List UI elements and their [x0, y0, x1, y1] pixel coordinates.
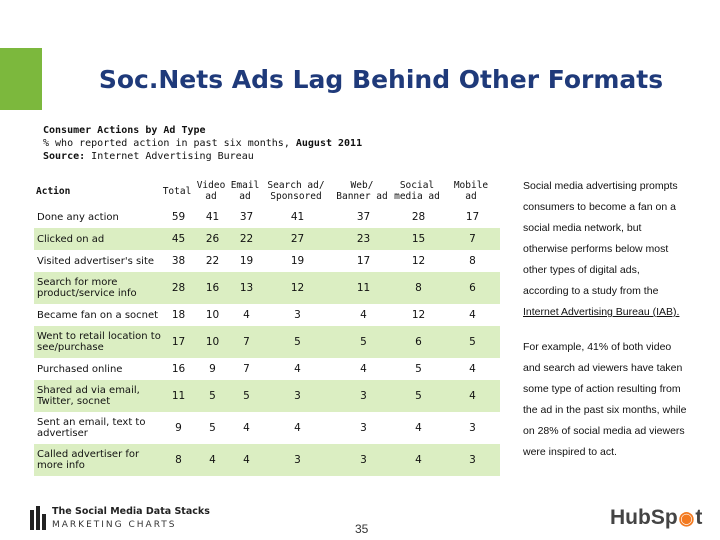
commentary-panel: [523, 176, 713, 463]
chart-subtitle: [43, 124, 362, 163]
cell-value: 4: [392, 444, 442, 476]
cell-value: 7: [442, 228, 500, 250]
subtitle-date: August 2011: [295, 138, 363, 149]
cell-value: 37: [239, 211, 254, 223]
cell-value: 3: [360, 422, 367, 434]
cell-value: 3: [260, 380, 332, 412]
row-label: Went to retail location to see/purchase: [34, 326, 162, 358]
sprocket-icon: ◉: [678, 507, 695, 528]
header-mobile: Mobile ad: [453, 180, 489, 202]
cell-value: 28: [162, 272, 192, 304]
bar-chart-icon: [30, 506, 46, 530]
cell-value: 5: [230, 380, 260, 412]
cell-value: 8: [392, 272, 442, 304]
cell-value: 11: [332, 272, 392, 304]
cell-value: 37: [356, 211, 371, 223]
commentary-line: according to a study from the: [523, 285, 659, 297]
table-row: [34, 206, 500, 228]
cell-value: 4: [294, 422, 301, 434]
cell-value: 28: [411, 211, 426, 223]
table-row: [34, 444, 500, 476]
cell-value: 4: [243, 422, 250, 434]
table-row: [34, 304, 500, 326]
cell-value: 5: [442, 326, 500, 358]
table-row: [34, 250, 500, 272]
table-row: [34, 272, 500, 304]
cell-value: 12: [411, 255, 426, 267]
cell-value: 41: [205, 211, 220, 223]
commentary-line: the ad in the past six months, while: [523, 404, 687, 416]
cell-value: 3: [469, 422, 476, 434]
cell-value: 8: [162, 444, 192, 476]
cell-value: 26: [192, 228, 230, 250]
header-search: Search ad/ Sponsored: [267, 180, 325, 202]
cell-value: 16: [171, 363, 186, 375]
cell-value: 27: [260, 228, 332, 250]
cell-value: 45: [162, 228, 192, 250]
commentary-line: Social media advertising prompts: [523, 180, 678, 192]
row-label: Became fan on a socnet: [37, 309, 159, 321]
header-video: Video ad: [196, 180, 226, 202]
cell-value: 4: [360, 309, 367, 321]
cell-value: 4: [469, 363, 476, 375]
cell-value: 4: [243, 309, 250, 321]
commentary-line: on 28% of social media ad viewers: [523, 425, 685, 437]
cell-value: 4: [294, 363, 301, 375]
row-label: Clicked on ad: [34, 228, 162, 250]
row-label: Sent an email, text to advertiser: [37, 417, 146, 439]
title-box: [42, 48, 720, 110]
cell-value: 5: [209, 422, 216, 434]
subtitle-description: % who reported action in past six months,: [43, 138, 296, 149]
cell-value: 19: [290, 255, 305, 267]
commentary-line: were inspired to act.: [523, 446, 617, 458]
logo-tagline: The Social Media Data Stacks: [52, 506, 210, 517]
table-header-row: [34, 176, 500, 206]
cell-value: 9: [175, 422, 182, 434]
commentary-line: other types of digital ads,: [523, 264, 640, 276]
cell-value: 22: [230, 228, 260, 250]
cell-value: 5: [192, 380, 230, 412]
marketing-charts-logo: [30, 506, 210, 530]
cell-value: 10: [192, 326, 230, 358]
hubspot-logo-text-start: HubSp: [610, 506, 678, 529]
cell-value: 4: [415, 422, 422, 434]
table-row: [34, 326, 500, 358]
cell-value: 17: [356, 255, 371, 267]
cell-value: 8: [469, 255, 476, 267]
cell-value: 23: [332, 228, 392, 250]
row-label: Called advertiser for more info: [34, 444, 162, 476]
row-label: Shared ad via email, Twitter, socnet: [34, 380, 162, 412]
row-label: Visited advertiser's site: [37, 255, 155, 267]
consumer-actions-table: [34, 176, 500, 476]
logo-name: MARKETING CHARTS: [52, 520, 177, 530]
header-social: Social media ad: [394, 180, 440, 202]
cell-value: 5: [415, 363, 422, 375]
cell-value: 10: [205, 309, 220, 321]
header-web: Web/ Banner ad: [336, 180, 388, 202]
cell-value: 59: [171, 211, 186, 223]
cell-value: 5: [260, 326, 332, 358]
cell-value: 17: [162, 326, 192, 358]
cell-value: 6: [392, 326, 442, 358]
cell-value: 12: [260, 272, 332, 304]
cell-value: 4: [442, 380, 500, 412]
cell-value: 15: [392, 228, 442, 250]
hubspot-logo-text-end: t: [695, 506, 703, 529]
page-number: 35: [355, 522, 369, 536]
table-row: [34, 358, 500, 380]
header-email: Email ad: [230, 180, 260, 202]
cell-value: 41: [290, 211, 305, 223]
row-label: Search for more product/service info: [34, 272, 162, 304]
header-total: Total: [162, 185, 192, 197]
table-row: [34, 412, 500, 444]
commentary-line: consumers to become a fan on a: [523, 201, 676, 213]
commentary-line: otherwise performs below most: [523, 243, 669, 255]
commentary-line: some type of action resulting from: [523, 383, 681, 395]
cell-value: 16: [192, 272, 230, 304]
hubspot-logo: [610, 506, 702, 530]
commentary-line: social media network, but: [523, 222, 642, 234]
row-label: Purchased online: [37, 363, 123, 375]
cell-value: 38: [171, 255, 186, 267]
cell-value: 4: [230, 444, 260, 476]
cell-value: 3: [260, 444, 332, 476]
cell-value: 4: [469, 309, 476, 321]
cell-value: 3: [332, 380, 392, 412]
table-row: [34, 228, 500, 250]
cell-value: 6: [442, 272, 500, 304]
subtitle-heading: Consumer Actions by Ad Type: [43, 125, 206, 136]
iab-link[interactable]: Internet Advertising Bureau (IAB).: [523, 306, 680, 318]
cell-value: 12: [411, 309, 426, 321]
cell-value: 22: [205, 255, 220, 267]
cell-value: 3: [294, 309, 301, 321]
cell-value: 18: [171, 309, 186, 321]
cell-value: 11: [162, 380, 192, 412]
header-action: Action: [36, 185, 71, 197]
cell-value: 9: [209, 363, 216, 375]
cell-value: 4: [360, 363, 367, 375]
page-title: Soc.Nets Ads Lag Behind Other Formats: [98, 64, 664, 94]
cell-value: 5: [392, 380, 442, 412]
commentary-line: For example, 41% of both video: [523, 341, 672, 353]
cell-value: 7: [243, 363, 250, 375]
commentary-line: and search ad viewers have taken: [523, 362, 683, 374]
cell-value: 17: [465, 211, 480, 223]
source-label: Source:: [43, 151, 86, 162]
cell-value: 4: [192, 444, 230, 476]
cell-value: 13: [230, 272, 260, 304]
cell-value: 19: [239, 255, 254, 267]
cell-value: 7: [230, 326, 260, 358]
source-value: Internet Advertising Bureau: [85, 151, 254, 162]
cell-value: 3: [332, 444, 392, 476]
cell-value: 3: [442, 444, 500, 476]
row-label: Done any action: [37, 211, 119, 223]
table-row: [34, 380, 500, 412]
cell-value: 5: [332, 326, 392, 358]
